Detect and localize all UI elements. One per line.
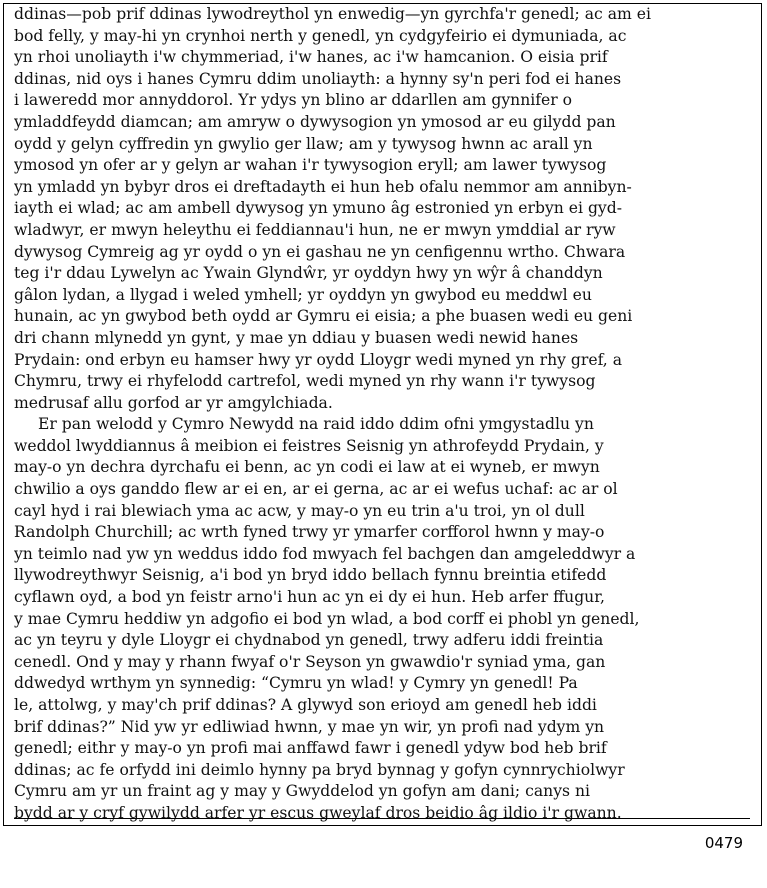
text-line: Er pan welodd y Cymro Newydd na raid iddo ddim ofni ymgystadlu yn	[38, 415, 594, 434]
text-line: le, attolwg, y may'ch prif ddinas? A glywyd son erioyd am genedl heb iddi	[14, 696, 597, 714]
text-line: medrusaf allu gorfod ar yr amgylchiada.	[14, 393, 333, 412]
text-line: iayth ei wlad; ac am ambell dywysog yn ymuno âg estronied yn erbyn ei gyd-	[14, 199, 622, 218]
text-line: i laweredd mor annyddorol. Yr ydys yn blino ar ddarllen am gynnifer o	[14, 91, 573, 110]
text-line: Chymru, trwy ei rhyfelodd cartrefol, wedi myned yn rhy wann i'r tywysog	[14, 372, 596, 391]
text-line: dywysog Cymreig ag yr oydd o yn ei gashau ne yn cenfigennu wrtho. Chwara	[14, 242, 626, 261]
text-line: chwilio a oys ganddo flew ar ei en, ar ei gerna, ac ar ei wefus uchaf: ac ar ol	[14, 480, 618, 499]
text-line: ac yn teyru y dyle Lloygr ei chydnabod yn genedl, trwy adferu iddi freintia	[14, 631, 604, 650]
text-line: dri chann mlynedd yn gynt, y mae yn ddiau y buasen wedi newid hanes	[14, 328, 579, 347]
text-line: yn ymladd yn bybyr dros ei dreftadayth ei hun heb ofalu nemmor am annibyn-	[14, 177, 632, 196]
text-line: ddinas; ac fe orfydd ini deimlo hynny pa bryd bynnag y gofyn cynnrychiolwyr	[14, 760, 625, 779]
text-line: ddinas, nid oys i hanes Cymru ddim unoliayth: a hynny sy'n peri fod ei hanes	[14, 69, 622, 88]
text-line: yn rhoi unoliayth i'w chymmeriad, i'w hanes, ac i'w hamcanion. O eisia prif	[14, 48, 608, 67]
bottom-rule	[14, 818, 750, 819]
text-line: cyflawn oyd, a bod yn feistr arno'i hun ac yn ei dy ei hun. Heb arfer ffugur,	[14, 588, 605, 607]
text-line: cayl hyd i rai blewiach yma ac acw, y may-o yn eu trin a'u troi, yn ol dull	[14, 501, 585, 520]
text-line: bydd ar y cryf gywilydd arfer yr escus gweylaf dros beidio âg ildio i'r gwann.	[14, 803, 622, 822]
text-line: ymladdfeydd diamcan; am amryw o dywysogion yn ymosod ar eu gilydd pan	[14, 112, 616, 131]
text-line: Cymru am yr un fraint ag y may y Gwyddelod yn gofyn am dani; canys ni	[14, 782, 590, 801]
text-line: Randolph Churchill; ac wrth fyned trwy yr ymarfer corfforol hwnn y may-o	[14, 523, 605, 542]
text-line: llywodreythwyr Seisnig, a'i bod yn bryd iddo bellach fynnu breintia etifedd	[14, 566, 607, 585]
text-line: may-o yn dechra dyrchafu ei benn, ac yn codi ei law at ei wyneb, er mwyn	[14, 458, 600, 477]
text-line: gâlon lydan, a llygad i weled ymhell; yr oyddyn yn gwybod eu meddwl eu	[14, 285, 592, 304]
text-line: ymosod yn ofer ar y gelyn ar wahan i'r tywysogion eryll; am lawer tywysog	[14, 156, 607, 175]
document-text	[14, 4, 750, 825]
text-line: oydd y gelyn cyffredin yn gwylio ger llaw; am y tywysog hwnn ac arall yn	[14, 134, 593, 153]
text-line: genedl; eithr y may-o yn profi mai anffawd fawr i genedl ydyw bod heb brif	[14, 739, 607, 758]
text-line: bod felly, y may-hi yn crynhoi nerth y genedl, yn cydgyfeirio ei dymuniada, ac	[14, 26, 627, 45]
text-line: weddol lwyddiannus â meibion ei feistres Seisnig yn athrofeydd Prydain, y	[14, 436, 604, 455]
text-line: hunain, ac yn gwybod beth oydd ar Gymru ei eisia; a phe buasen wedi eu geni	[14, 307, 633, 326]
text-line: Prydain: ond erbyn eu hamser hwy yr oydd Lloygr wedi myned yn rhy gref, a	[14, 350, 623, 369]
page-number: 0479	[704, 834, 743, 852]
text-line: cenedl. Ond y may y rhann fwyaf o'r Seyson yn gwawdio'r syniad yma, gan	[14, 652, 606, 671]
text-line: ddinas—pob prif ddinas lywodreythol yn enwedig—yn gyrchfa'r genedl; ac am ei	[14, 5, 651, 23]
text-line: brif ddinas?” Nid yw yr edliwiad hwnn, y mae yn wir, yn profi nad ydym yn	[14, 717, 605, 736]
text-line: yn teimlo nad yw yn weddus iddo fod mwyach fel bachgen dan amgeleddwyr a	[14, 544, 636, 563]
text-line: y mae Cymru heddiw yn adgofio ei bod yn wlad, a bod corff ei phobl yn genedl,	[14, 609, 640, 628]
text-line: teg i'r ddau Lywelyn ac Ywain Glyndŵr, yr oyddyn hwy yn wŷr â chanddyn	[14, 264, 603, 283]
text-line: ddwedyd wrthym yn synnedig: “Cymru yn wlad! y Cymry yn genedl! Pa	[14, 674, 578, 693]
text-line: wladwyr, er mwyn heleythu ei feddiannau'i hun, ne er mwyn ymddial ar ryw	[14, 220, 616, 239]
